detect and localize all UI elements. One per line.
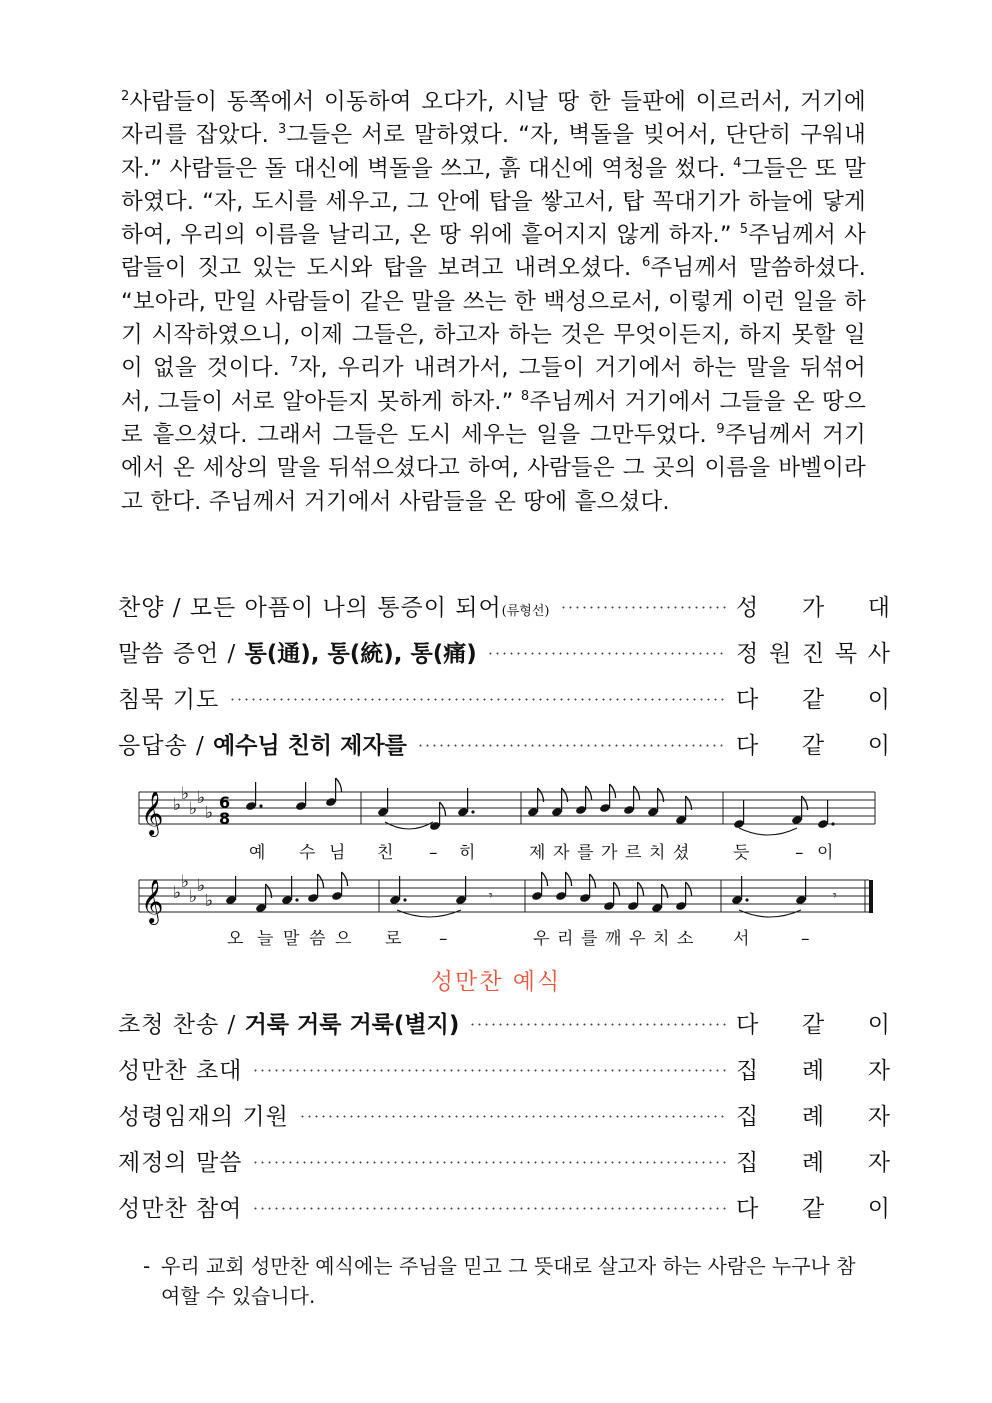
note-dot [831, 822, 834, 825]
verse-text: 자, 우리가 내려가서, 그들이 거기에서 하는 말을 뒤섞어서, 그들이 서로 알아듣지 못하게 하자.” [121, 355, 866, 415]
performer-char: 집 [736, 1103, 759, 1130]
notes-line-2 [225, 872, 837, 917]
performer-char: 같 [801, 1195, 825, 1222]
performer-char: 사 [867, 640, 890, 667]
note-flag [686, 882, 692, 896]
order-item-label: 침묵 기도 [118, 686, 220, 713]
order-item-label: 성만찬 참여 [118, 1195, 243, 1222]
verse-number: 7 [290, 355, 299, 371]
note-flag [542, 872, 548, 886]
svg-text:♭: ♭ [197, 876, 206, 896]
communion-item-participation [118, 1186, 890, 1226]
communion-item-invitation [118, 1048, 890, 1088]
note-dot [745, 898, 748, 901]
note-flag [566, 872, 572, 886]
communion-item-epiclesis [118, 1094, 890, 1134]
lyric-syllable: 님 [329, 843, 346, 863]
lyric-syllable: 이 [817, 843, 834, 863]
performer-char: 성 [736, 594, 759, 621]
order-item-hymn [118, 585, 890, 625]
lyric-syllable: 소 [677, 929, 694, 949]
performer-char: 집 [736, 1149, 759, 1176]
hymn-title: 거룩 거룩 거룩(별지) [244, 1011, 460, 1038]
leader-dots [487, 652, 726, 655]
leader-dots [252, 1161, 726, 1164]
performer-char: 원 [768, 640, 792, 667]
slur [397, 910, 461, 917]
svg-text:♭: ♭ [181, 784, 190, 804]
lyric-syllable: – [429, 843, 438, 863]
rest-symbol: 𝄾 [833, 888, 837, 904]
lyric-syllable: 우 [533, 929, 550, 949]
lyric-syllable: 르 [625, 843, 642, 863]
order-item-performer [736, 1006, 890, 1039]
note-flag [610, 784, 616, 798]
response-song-title: 예수님 친히 제자를 [213, 732, 407, 759]
order-item-sermon [118, 631, 890, 671]
performer-char: 같 [801, 1011, 825, 1038]
performer-char: 례 [801, 1149, 825, 1176]
order-item-performer [736, 1190, 890, 1223]
time-signature-bottom: 8 [219, 809, 231, 828]
svg-text:♭: ♭ [205, 803, 214, 823]
verse-text: 주님께서 거기에서 그들을 온 땅으로 흩으셨다. 그래서 그들은 도시 세우는 일을 그만두었다. [121, 388, 866, 448]
order-item-performer [736, 589, 890, 622]
order-item-response [118, 723, 890, 763]
verse-text: 그들은 또 말하였다. “자, 도시를 세우고, 그 안에 탑을 쌓고서, 탑 꼭대기가 하늘에 닿게 하여, 우리의 이름을 날리고, 온 땅 위에 흩어지지 않게 하자.” [121, 155, 866, 249]
verse-text: 주님께서 말씀하셨다. “보아라, 만일 사람들이 같은 말을 쓰는 한 백성으로서, 이렇게 이런 일을 하기 시작하였으니, 이제 그들은, 하고자 하는 것은 무엇이든지, 하지 못할 일이 없을 것이다. [121, 255, 866, 382]
svg-text:♭: ♭ [173, 883, 182, 903]
lyric-syllable: 서 [733, 929, 750, 949]
verse-text: 사람들이 동쪽에서 이동하여 오다가, 시날 땅 한 들판에 이르러서, 거기에 자리를 잡았다. [121, 89, 866, 149]
lyric-syllable: 친 [377, 843, 394, 863]
performer-char: 목 [834, 640, 858, 667]
sermon-title: 통(通), 통(統), 통(痛) [244, 640, 477, 667]
verse-number: 9 [716, 421, 725, 437]
performer-char: 자 [867, 1057, 890, 1084]
performer-char: 다 [736, 1011, 759, 1038]
verse-number: 6 [642, 255, 651, 271]
slur [739, 910, 801, 917]
verse-text: 주님께서 사람들이 짓고 있는 도시와 탑을 보려고 내려오셨다. [121, 222, 866, 282]
verse-text: 그들은 서로 말하였다. “자, 벽돌을 빚어서, 단단히 구워내자.” 사람들은 돌 대신에 벽돌을 쓰고, 흙 대신에 역청을 썼다. [121, 122, 866, 182]
lyric-syllable: – [801, 929, 810, 949]
slur [385, 822, 433, 829]
communion-item-institution [118, 1140, 890, 1180]
note-flag [590, 874, 596, 888]
key-signature-flats [173, 872, 213, 911]
order-item-label: 제정의 말씀 [118, 1149, 243, 1176]
svg-text:♭: ♭ [173, 795, 182, 815]
music-score [133, 772, 883, 952]
order-item-label: 찬양 / 모든 아픔이 나의 통증이 되어 [118, 594, 502, 621]
lyric-syllable: 수 [299, 843, 316, 863]
leader-dots [252, 1207, 726, 1210]
svg-text:♭: ♭ [181, 872, 190, 892]
verse-number: 5 [739, 222, 749, 238]
lyric-syllable: 듯 [733, 843, 750, 863]
order-item-label: 초청 찬송 / [118, 1011, 245, 1038]
lyric-syllable: 으 [335, 929, 352, 949]
slur [739, 828, 797, 835]
leader-dots [417, 744, 726, 747]
performer-char: 자 [867, 1103, 890, 1130]
lyrics-line-1 [249, 842, 833, 863]
performer-char: 자 [867, 1149, 890, 1176]
performer-char: 가 [801, 594, 825, 621]
lyric-syllable: 셨 [673, 843, 690, 863]
leader-dots [560, 606, 727, 609]
performer-char: 대 [867, 594, 890, 621]
communion-item-hymn [118, 1002, 890, 1042]
treble-clef-icon: 𝄞 [141, 879, 164, 923]
order-item-label: 응답송 / [118, 732, 214, 759]
performer-char: 례 [801, 1103, 825, 1130]
svg-text:♭: ♭ [189, 799, 198, 819]
performer-char: 이 [867, 1011, 890, 1038]
performer-char: 이 [867, 732, 890, 759]
verse-number: 3 [277, 122, 287, 138]
performer-char: 다 [736, 1195, 759, 1222]
lyric-syllable: 가 [601, 843, 618, 863]
note-dot [295, 898, 298, 901]
svg-text:♭: ♭ [189, 887, 198, 907]
note-flag [342, 872, 348, 886]
order-item-label: 성령임재의 기원 [118, 1103, 289, 1130]
note-flag [440, 802, 446, 816]
verse-number: 4 [733, 155, 742, 171]
note-flag [638, 882, 644, 896]
lyric-syllable: 리 [557, 929, 574, 949]
note-flag [634, 786, 640, 800]
order-item-performer [736, 681, 890, 714]
lyric-syllable: – [795, 843, 804, 863]
order-item-performer [736, 1144, 890, 1177]
rest-symbol: 𝄾 [489, 888, 493, 904]
note-text: 우리 교회 성만찬 예식에는 주님을 믿고 그 뜻대로 살고자 하는 사람은 누구나 참여할 수 있습니다. [161, 1254, 856, 1308]
lyric-syllable: 치 [653, 929, 670, 949]
lyric-syllable: 깨 [605, 929, 622, 949]
performer-char: 같 [801, 732, 825, 759]
lyric-syllable: 를 [577, 843, 594, 863]
lyric-syllable: 제 [529, 843, 546, 863]
performer-char: 다 [736, 732, 759, 759]
svg-text:♭: ♭ [197, 788, 206, 808]
note-flag [614, 882, 620, 896]
key-signature-flats [173, 784, 213, 823]
note-dash: - [143, 1254, 151, 1278]
lyric-syllable: 우 [629, 929, 646, 949]
performer-char: 다 [736, 686, 759, 713]
performer-char: 이 [867, 1195, 890, 1222]
communion-note [143, 1251, 873, 1311]
composer-name: (류형선) [501, 603, 550, 619]
order-item-prayer [118, 677, 890, 717]
performer-char: 정 [736, 640, 759, 667]
scripture-passage [121, 86, 866, 519]
note-flag [586, 786, 592, 800]
lyric-syllable: – [439, 929, 448, 949]
lyric-syllable: 씀 [309, 929, 326, 949]
note-flag [318, 874, 324, 888]
performer-char: 례 [801, 1057, 825, 1084]
order-item-label: 성만찬 초대 [118, 1057, 243, 1084]
performer-char: 집 [736, 1057, 759, 1084]
order-item-performer [736, 1052, 890, 1085]
performer-char: 이 [867, 686, 890, 713]
lyric-syllable: 치 [649, 843, 666, 863]
lyrics-line-2 [227, 928, 810, 949]
note-dot [259, 804, 262, 807]
lyric-syllable: 히 [459, 843, 476, 863]
leader-dots [252, 1069, 726, 1072]
lyric-syllable: 오 [227, 929, 244, 949]
svg-text:♭: ♭ [205, 891, 214, 911]
note-dot [403, 898, 406, 901]
verse-number: 8 [520, 388, 530, 404]
leader-dots [469, 1023, 726, 1026]
order-item-performer [736, 635, 890, 668]
verse-number: 2 [121, 89, 130, 104]
lyric-syllable: 말 [283, 929, 300, 949]
lyric-syllable: 늘 [257, 929, 274, 949]
performer-char: 같 [801, 686, 825, 713]
note-dot [471, 810, 474, 813]
lyric-syllable: 를 [581, 929, 598, 949]
note-flag [336, 778, 342, 792]
leader-dots [229, 698, 726, 701]
lyric-syllable: 로 [385, 929, 402, 949]
order-item-label: 말씀 증언 / [118, 640, 245, 667]
order-item-performer [736, 1098, 890, 1131]
final-barline [869, 880, 873, 913]
lyric-syllable: 예 [249, 843, 266, 863]
treble-clef-icon: 𝄞 [141, 791, 164, 835]
leader-dots [299, 1115, 726, 1118]
staff-line-2 [139, 880, 869, 912]
verse-text: 주님께서 거기에서 온 세상의 말을 뒤섞으셨다고 하여, 사람들은 그 곳의 이름을 바벨이라고 한다. 주님께서 거기에서 사람들을 온 땅에 흩으셨다. [121, 421, 866, 515]
communion-section-title: 성만찬 예식 [430, 969, 562, 995]
notes-line-1 [245, 778, 835, 835]
time-signature-top: 6 [219, 793, 231, 812]
lyric-syllable: 자 [553, 843, 570, 863]
performer-char: 진 [801, 640, 825, 667]
order-item-performer [736, 727, 890, 760]
